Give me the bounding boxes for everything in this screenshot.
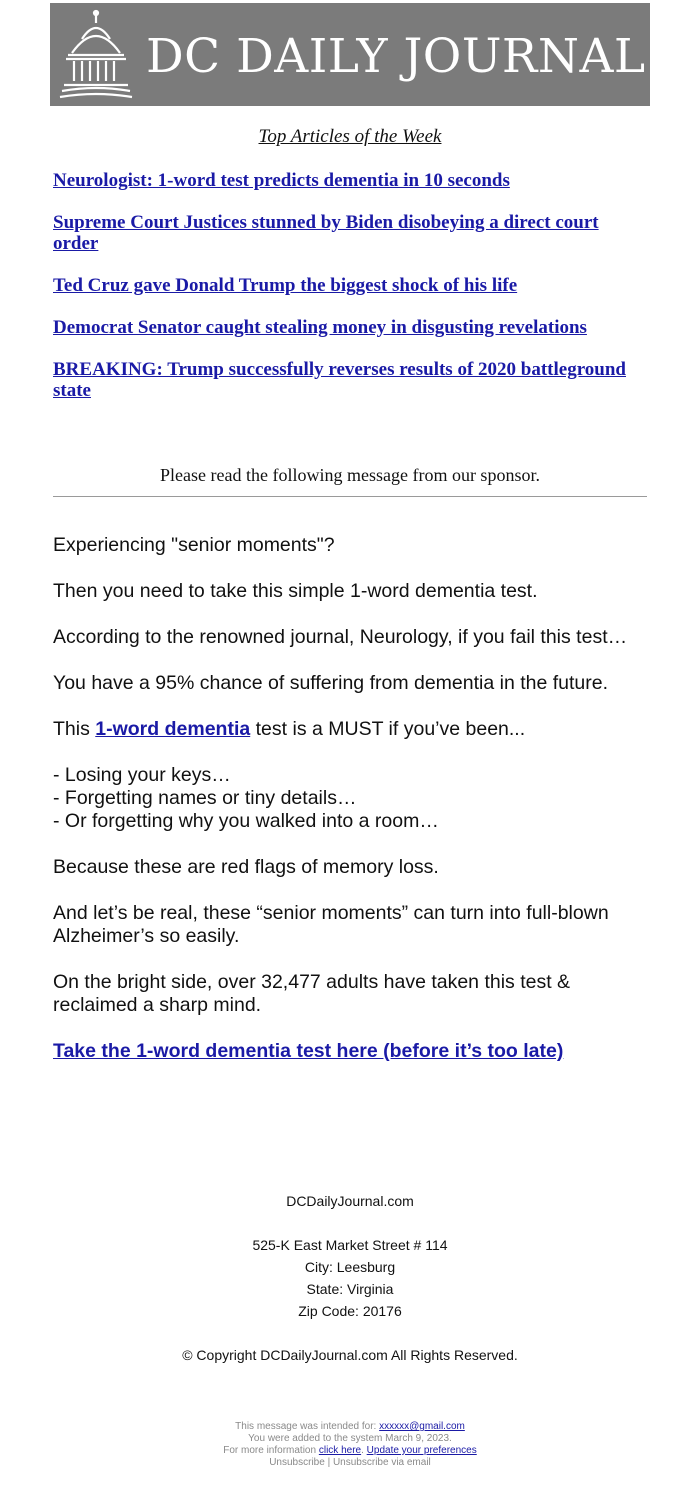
unsubscribe-link[interactable]: Unsubscribe [269,1457,325,1468]
list-item: - Or forgetting why you walked into a room… [53,810,439,832]
message-paragraph: According to the renowned journal, Neurology, if you fail this test… [53,626,628,648]
message-paragraph: You have a 95% chance of suffering from dementia in the future. [53,672,609,694]
footer-zip: Zip Code: 20176 [298,1303,402,1319]
list-item: - Forgetting names or tiny details… [53,787,357,809]
article-link[interactable]: Neurologist: 1-word test predicts dementia in 10 seconds [53,170,510,191]
top-articles-list [53,170,643,422]
message-paragraph: Then you need to take this simple 1-word dementia test. [53,580,538,602]
added-date: You were added to the system March 9, 2023. [248,1433,452,1444]
footer-copyright: © Copyright DCDailyJournal.com All Rights Reserved. [182,1347,518,1363]
message-paragraph: This 1-word dementia test is a MUST if you’ve been... [53,718,526,740]
recipient-email-link[interactable]: xxxxxx@gmail.com [379,1421,465,1432]
footer-state: State: Virginia [306,1281,394,1297]
take-test-cta-link[interactable]: Take the 1-word dementia test here (before it’s too late) [53,1040,564,1062]
footer-address: 525-K East Market Street # 114 [252,1237,448,1253]
article-link[interactable]: Ted Cruz gave Donald Trump the biggest shock of his life [53,275,518,296]
capitol-dome-icon [58,9,134,101]
unsubscribe-email-link[interactable]: Unsubscribe via email [332,1457,431,1468]
sponsor-message [53,534,653,1086]
sponsor-note: Please read the following message from our sponsor. [160,465,540,485]
dementia-test-inline-link[interactable]: 1-word dementia [95,718,251,740]
footer-city: City: Leesburg [304,1259,396,1275]
article-link[interactable]: Supreme Court Justices stunned by Biden disobeying a direct court order [53,212,599,254]
update-preferences-link[interactable]: Update your preferences [366,1445,477,1456]
masthead-banner [50,3,650,106]
click-here-link[interactable]: click here [318,1445,362,1456]
message-paragraph: And let’s be real, these “senior moments” can turn into full-blown Alzheimer’s so easily. [53,902,609,947]
footer [0,1190,700,1366]
symptom-list [53,764,653,833]
legal-notice: This message was intended for: xxxxxx@gmail.com You were added to the system March 9, 2023. For more information click here. Update your preferences Unsubscribe | Unsubscribe via email [0,1421,700,1469]
message-paragraph: Experiencing "senior moments"? [53,534,335,556]
message-paragraph: On the bright side, over 32,477 adults have taken this test & reclaimed a sharp mind. [53,971,571,1016]
message-paragraph: Because these are red flags of memory loss. [53,856,439,878]
top-articles-heading: Top Articles of the Week [258,126,442,147]
footer-site: DCDailyJournal.com [286,1193,414,1209]
article-link[interactable]: Democrat Senator caught stealing money in disgusting revelations [53,317,587,338]
brand-name: DC DAILY JOURNAL [146,29,646,84]
article-link[interactable]: BREAKING: Trump successfully reverses results of 2020 battleground state [53,359,626,401]
divider [53,496,647,497]
list-item: - Losing your keys… [53,764,231,786]
